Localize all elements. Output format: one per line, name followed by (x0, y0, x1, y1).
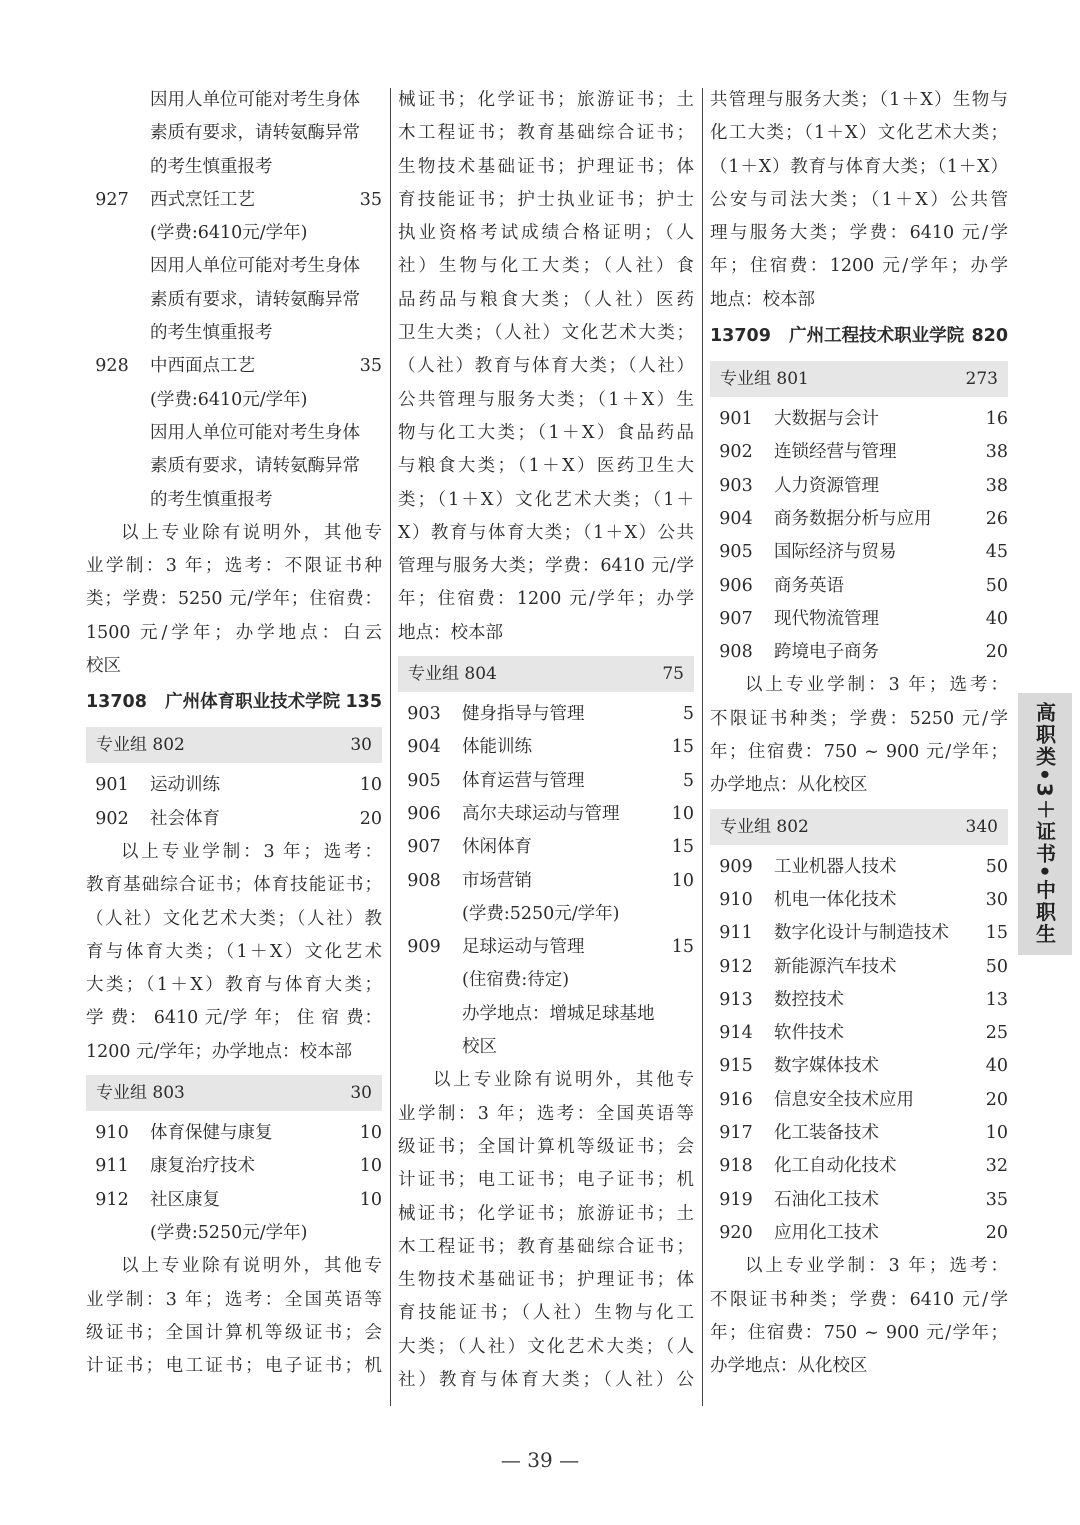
institution-name: 广州体育职业技术学院 (165, 692, 341, 713)
group-quota: 75 (662, 664, 684, 685)
major-group-header (710, 361, 1008, 397)
major-name: 高尔夫球运动与管理 (462, 803, 620, 824)
major-code: 912 (95, 1189, 129, 1210)
major-name: 数字媒体技术 (774, 1056, 879, 1077)
paragraph-line: 木工程证书；教育基础综合证书； (398, 1236, 694, 1257)
institution-name: 广州工程技术职业学院 (789, 326, 965, 347)
paragraph-line: 办学地点：从化校区 (710, 1356, 868, 1377)
major-name: 软件技术 (774, 1023, 844, 1044)
major-name: 信息安全技术应用 (774, 1089, 914, 1110)
major-row (710, 984, 1008, 1017)
paragraph-line: 以上专业学制：3 年；选考： (745, 675, 1008, 696)
major-row (398, 731, 694, 764)
major-code: 915 (719, 1056, 753, 1077)
paragraph-line: 育技能证书；（人社）生物与化工 (398, 1303, 694, 1324)
major-quota: 45 (985, 542, 1008, 563)
major-code: 908 (407, 870, 441, 891)
group-quota: 30 (350, 1083, 372, 1104)
major-name: 体育保健与康复 (150, 1123, 273, 1144)
paragraph-line: 计证书；电工证书；电子证书；机 (398, 1170, 694, 1191)
paragraph-line: 以上专业学制：3 年；选考： (121, 841, 382, 862)
paragraph-line: 与粮食大类；（1＋X）医药卫生大 (398, 456, 694, 477)
paragraph-line: 类；（1＋X）文化艺术大类；（1＋ (398, 489, 694, 510)
entry-note: 的考生慎重报考 (150, 323, 273, 344)
major-quota: 40 (985, 1056, 1008, 1077)
major-code: 918 (719, 1156, 753, 1177)
major-quota: 35 (359, 356, 382, 377)
entry-note: 因用人单位可能对考生身体 (150, 422, 360, 443)
major-quota: 15 (985, 923, 1008, 944)
paragraph-line: 年；住宿费：750 ~ 900 元/学年； (710, 1322, 1008, 1343)
major-quota: 5 (682, 704, 694, 725)
major-quota: 20 (985, 642, 1008, 663)
paragraph-line: 生物技术基础证书；护理证书；体 (398, 1270, 694, 1291)
major-code: 907 (407, 837, 441, 858)
paragraph-line: 卫生大类；（人社）文化艺术大类； (398, 323, 694, 344)
paragraph-line: 类；学费：5250 元/学年；住宿费： (86, 589, 382, 610)
major-name: 社区康复 (150, 1189, 220, 1210)
major-quota: 10 (985, 1123, 1008, 1144)
paragraph-line: 年；住宿费：1200 元/学年；办学 (398, 589, 694, 610)
paragraph-line: 不限证书种类；学费：6410 元/学 (710, 1289, 1008, 1310)
major-code: 911 (719, 923, 753, 944)
entry-note: 的考生慎重报考 (150, 489, 273, 510)
major-row (710, 1050, 1008, 1083)
major-name: 休闲体育 (462, 837, 532, 858)
major-code: 910 (719, 889, 753, 910)
major-quota: 50 (985, 956, 1008, 977)
paragraph-line: （1＋X）教育与体育大类；（1＋X） (710, 156, 1008, 177)
major-group-header (398, 656, 694, 692)
major-quota: 20 (985, 1089, 1008, 1110)
paragraph-line: X）教育与体育大类；（1＋X）公共 (398, 522, 694, 543)
paragraph-line: 年；住宿费：1200 元/学年；办学 (710, 256, 1008, 277)
paragraph-line: 以上专业除有说明外，其他专 (121, 1256, 382, 1277)
major-quota: 10 (359, 1123, 382, 1144)
major-quota: 10 (359, 1189, 382, 1210)
paragraph-line: 社）教育与体育大类；（人社）公 (398, 1369, 694, 1390)
major-code: 901 (719, 409, 753, 430)
paragraph-line: 育技能证书；护士执业证书；护士 (398, 189, 694, 210)
major-name: 中西面点工艺 (150, 356, 255, 377)
major-name: 商务英语 (774, 575, 844, 596)
major-row (710, 1084, 1008, 1117)
major-quota: 35 (359, 189, 382, 210)
major-name: 机电一体化技术 (774, 889, 897, 910)
major-quota: 10 (671, 803, 694, 824)
institution-quota: 820 (971, 326, 1008, 347)
major-code: 909 (719, 856, 753, 877)
major-quota: 20 (985, 1222, 1008, 1243)
major-row (398, 831, 694, 864)
major-code: 901 (95, 775, 129, 796)
institution-code: 13708 (86, 692, 147, 713)
major-code: 904 (719, 508, 753, 529)
paragraph-line: 以上专业除有说明外，其他专 (121, 522, 382, 543)
paragraph-line: 业学制：3 年；选考：不限证书种 (86, 556, 382, 577)
group-label: 专业组 801 (720, 369, 809, 390)
major-row (710, 1117, 1008, 1150)
institution-code: 13709 (710, 326, 771, 347)
paragraph-line: 业学制：3 年；选考：全国英语等 (86, 1289, 382, 1310)
major-row (86, 1117, 382, 1150)
entry-note: (学费:5250元/学年) (462, 903, 620, 924)
major-row (710, 1217, 1008, 1250)
major-row (710, 436, 1008, 469)
major-row (710, 917, 1008, 950)
paragraph-line: 1200 元/学年；办学地点：校本部 (86, 1041, 352, 1062)
column-divider (702, 88, 703, 1406)
major-quota: 38 (985, 475, 1008, 496)
column-divider (390, 88, 391, 1406)
paragraph-line: 械证书；化学证书；旅游证书；土 (398, 1203, 694, 1224)
major-row (398, 865, 694, 898)
major-name: 西式烹饪工艺 (150, 189, 255, 210)
entry-note: 素质有要求，请转氨酶异常 (150, 123, 360, 144)
major-quota: 16 (985, 409, 1008, 430)
major-quota: 30 (985, 889, 1008, 910)
major-row (398, 765, 694, 798)
major-quota: 32 (985, 1156, 1008, 1177)
paragraph-line: 公安与司法大类；（1＋X）公共管 (710, 189, 1008, 210)
paragraph-line: 大类；（人社）文化艺术大类；（人 (398, 1336, 694, 1357)
paragraph-line: 业学制：3 年；选考：全国英语等 (398, 1103, 694, 1124)
paragraph-line: （人社）文化艺术大类；（人社）教 (86, 908, 382, 929)
institution-header (86, 684, 382, 721)
paragraph-line: 计证书；电工证书；电子证书；机 (86, 1356, 382, 1377)
paragraph-line: 理与服务大类；学费：6410 元/学 (710, 223, 1008, 244)
paragraph-line: 生物技术基础证书；护理证书；体 (398, 156, 694, 177)
major-code: 907 (719, 608, 753, 629)
major-code: 909 (407, 937, 441, 958)
paragraph-line: 化工大类；（1＋X）文化艺术大类； (710, 123, 1008, 144)
major-quota: 5 (682, 770, 694, 791)
major-code: 916 (719, 1089, 753, 1110)
paragraph-line: 年；住宿费：750 ~ 900 元/学年； (710, 742, 1008, 763)
major-name: 工业机器人技术 (774, 856, 897, 877)
paragraph-line: 育与体育大类；（1＋X）文化艺术 (86, 941, 382, 962)
major-name: 国际经济与贸易 (774, 542, 897, 563)
major-quota: 10 (359, 1156, 382, 1177)
paragraph-line: 社）生物与化工大类；（人社）食 (398, 256, 694, 277)
paragraph-line: 公共管理与服务大类；（1＋X）生 (398, 389, 694, 410)
paragraph-line: 以上专业除有说明外，其他专 (433, 1070, 694, 1091)
major-row (86, 1184, 382, 1217)
major-name: 市场营销 (462, 870, 532, 891)
entry-note: (学费:5250元/学年) (150, 1222, 308, 1243)
major-row (86, 184, 382, 217)
major-code: 906 (719, 575, 753, 596)
major-quota: 26 (985, 508, 1008, 529)
section-side-tab (1018, 693, 1072, 955)
major-quota: 15 (671, 837, 694, 858)
major-code: 905 (407, 770, 441, 791)
major-row (710, 470, 1008, 503)
major-name: 化工自动化技术 (774, 1156, 897, 1177)
paragraph-line: 教育基础综合证书；体育技能证书； (86, 875, 382, 896)
major-name: 石油化工技术 (774, 1189, 879, 1210)
major-code: 920 (719, 1222, 753, 1243)
paragraph-line: 管理与服务大类；学费：6410 元/学 (398, 556, 694, 577)
institution-quota: 135 (345, 692, 382, 713)
paragraph-line: 级证书；全国计算机等级证书；会 (398, 1136, 694, 1157)
paragraph-line: 级证书；全国计算机等级证书；会 (86, 1322, 382, 1343)
major-row (710, 603, 1008, 636)
major-quota: 50 (985, 575, 1008, 596)
major-row (398, 698, 694, 731)
paragraph-line: 地点：校本部 (398, 622, 503, 643)
major-code: 917 (719, 1123, 753, 1144)
institution-header (710, 318, 1008, 355)
entry-note: 校区 (462, 1037, 497, 1058)
major-name: 体育运营与管理 (462, 770, 585, 791)
major-row (398, 931, 694, 964)
entry-note: 因用人单位可能对考生身体 (150, 90, 360, 110)
major-name: 人力资源管理 (774, 475, 879, 496)
major-row (710, 636, 1008, 669)
major-row (710, 570, 1008, 603)
side-tab-label: 高职类•3＋证书•中职生 (1032, 702, 1057, 946)
major-group-header (710, 809, 1008, 845)
major-name: 商务数据分析与应用 (774, 508, 932, 529)
major-quota: 35 (985, 1189, 1008, 1210)
major-code: 919 (719, 1189, 753, 1210)
paragraph-line: 木工程证书；教育基础综合证书； (398, 123, 694, 144)
major-name: 应用化工技术 (774, 1222, 879, 1243)
major-row (86, 350, 382, 383)
paragraph-line: 执业资格考试成绩合格证明；（人 (398, 223, 694, 244)
major-row (710, 951, 1008, 984)
paragraph-line: 械证书；化学证书；旅游证书；土 (398, 90, 694, 110)
group-label: 专业组 804 (408, 664, 497, 685)
major-name: 跨境电子商务 (774, 642, 879, 663)
major-code: 906 (407, 803, 441, 824)
major-quota: 25 (985, 1023, 1008, 1044)
major-code: 912 (719, 956, 753, 977)
major-row (398, 798, 694, 831)
entry-note: (学费:6410元/学年) (150, 223, 308, 244)
major-name: 大数据与会计 (774, 409, 879, 430)
paragraph-line: 地点：校本部 (710, 289, 815, 310)
group-quota: 340 (965, 816, 998, 837)
group-label: 专业组 802 (720, 816, 809, 837)
major-code: 908 (719, 642, 753, 663)
major-row (710, 1017, 1008, 1050)
major-quota: 20 (359, 808, 382, 829)
entry-note: (住宿费:待定) (462, 970, 570, 991)
major-code: 910 (95, 1123, 129, 1144)
major-quota: 38 (985, 442, 1008, 463)
page-number: — 39 — (500, 1448, 580, 1472)
major-row (710, 851, 1008, 884)
group-quota: 273 (965, 369, 998, 390)
column-3 (710, 84, 1008, 1383)
paragraph-line: 1500 元/学年；办学地点：白云 (86, 622, 382, 643)
major-code: 903 (407, 704, 441, 725)
entry-note: 办学地点：增城足球基地 (462, 1003, 655, 1024)
major-code: 904 (407, 737, 441, 758)
entry-note: 的考生慎重报考 (150, 156, 273, 177)
paragraph-line: 办学地点：从化校区 (710, 775, 868, 796)
entry-note: (学费:6410元/学年) (150, 389, 308, 410)
major-row (710, 503, 1008, 536)
entry-note: 因用人单位可能对考生身体 (150, 256, 360, 277)
major-code: 928 (95, 356, 129, 377)
major-name: 社会体育 (150, 808, 220, 829)
major-code: 914 (719, 1023, 753, 1044)
paragraph-line: 以上专业学制：3 年；选考： (745, 1256, 1008, 1277)
major-name: 新能源汽车技术 (774, 956, 897, 977)
major-row (710, 1184, 1008, 1217)
major-row (86, 769, 382, 802)
major-code: 913 (719, 989, 753, 1010)
major-name: 运动训练 (150, 775, 220, 796)
major-quota: 10 (359, 775, 382, 796)
group-label: 专业组 803 (96, 1083, 185, 1104)
major-row (86, 803, 382, 836)
major-name: 健身指导与管理 (462, 704, 585, 725)
column-2 (398, 84, 694, 1397)
major-quota: 13 (985, 989, 1008, 1010)
major-group-header (86, 1075, 382, 1111)
major-name: 数字化设计与制造技术 (774, 923, 949, 944)
major-row (710, 1150, 1008, 1183)
major-quota: 15 (671, 737, 694, 758)
paragraph-line: 不限证书种类；学费：5250 元/学 (710, 708, 1008, 729)
major-row (710, 536, 1008, 569)
major-code: 927 (95, 189, 129, 210)
major-name: 康复治疗技术 (150, 1156, 255, 1177)
major-name: 化工装备技术 (774, 1123, 879, 1144)
paragraph-line: 校区 (86, 656, 121, 677)
major-group-header (86, 727, 382, 763)
entry-note: 素质有要求，请转氨酶异常 (150, 456, 360, 477)
major-quota: 10 (671, 870, 694, 891)
major-quota: 40 (985, 608, 1008, 629)
major-code: 903 (719, 475, 753, 496)
paragraph-line: 物与化工大类；（1＋X）食品药品 (398, 422, 694, 443)
major-quota: 15 (671, 937, 694, 958)
paragraph-line: 共管理与服务大类；（1＋X）生物与 (710, 90, 1008, 110)
major-name: 连锁经营与管理 (774, 442, 897, 463)
major-row (710, 403, 1008, 436)
paragraph-line: （人社）教育与体育大类；（人社） (398, 356, 694, 377)
major-quota: 50 (985, 856, 1008, 877)
major-name: 现代物流管理 (774, 608, 879, 629)
major-row (86, 1150, 382, 1183)
major-code: 902 (719, 442, 753, 463)
column-1 (86, 84, 382, 1383)
entry-note: 素质有要求，请转氨酶异常 (150, 289, 360, 310)
major-name: 足球运动与管理 (462, 937, 585, 958)
paragraph-line: 大类；（1＋X）教育与体育大类； (86, 975, 382, 996)
major-name: 体能训练 (462, 737, 532, 758)
paragraph-line: 学 费： 6410 元/学 年； 住 宿 费： (86, 1008, 382, 1029)
group-quota: 30 (350, 735, 372, 756)
major-name: 数控技术 (774, 989, 844, 1010)
group-label: 专业组 802 (96, 735, 185, 756)
major-code: 911 (95, 1156, 129, 1177)
paragraph-line: 品药品与粮食大类；（人社）医药 (398, 289, 694, 310)
major-code: 902 (95, 808, 129, 829)
major-code: 905 (719, 542, 753, 563)
major-row (710, 884, 1008, 917)
